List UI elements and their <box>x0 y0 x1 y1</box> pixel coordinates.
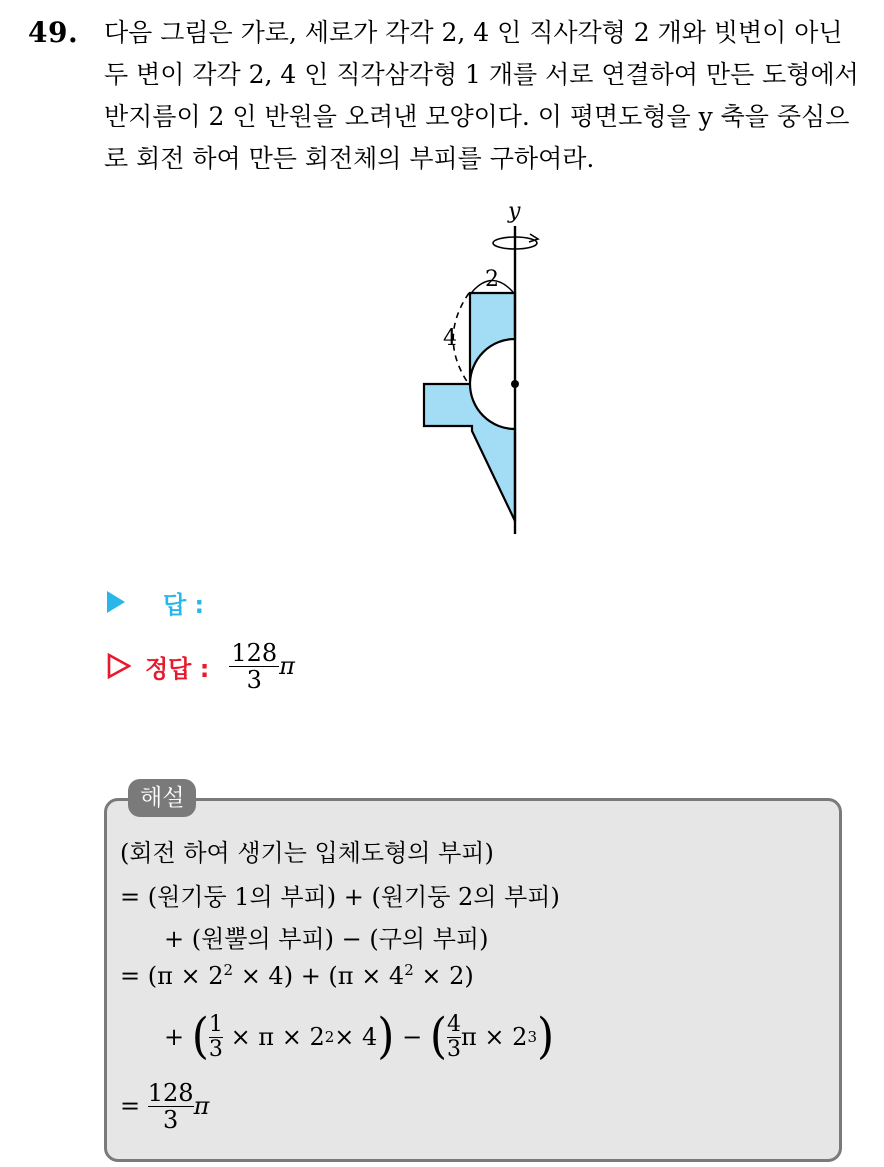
answer-numerator: 128 <box>231 638 278 667</box>
solution-line-4: = $(\pi \times 2^2 \times 4) + (\pi \times 4^2 \times 2)$ <box>120 961 474 990</box>
problem-line-3: 반지름이 2 인 반원을 오려낸 모양이다. 이 평면도형을 y 축을 중심으 <box>104 102 850 131</box>
answer-denominator: 3 <box>246 665 262 694</box>
answer-fraction <box>229 640 279 693</box>
solution-line-1: (회전 하여 생기는 입체도형의 부피) <box>120 839 494 867</box>
answer-label: 답 : <box>163 590 205 619</box>
problem-line-1: 다음 그림은 가로, 세로가 각각 2, 4 인 직사각형 2 개와 빗변이 아닌 <box>104 18 843 47</box>
figure-svg <box>412 196 552 541</box>
axis-label-y: y <box>508 199 521 224</box>
correct-answer-row <box>107 634 295 698</box>
problem-line-2: 두 변이 각각 2, 4 인 직각삼각형 1 개를 서로 연결하여 만든 도형에서 <box>104 60 859 89</box>
rotation-figure <box>412 196 552 541</box>
solution-line-2: = (원기둥 1의 부피) + (원기둥 2의 부피) <box>120 883 560 911</box>
play-icon <box>107 591 125 613</box>
problem-number: 49. <box>28 16 79 49</box>
label-four: 4 <box>443 326 457 351</box>
correct-value <box>229 640 295 693</box>
label-two: 2 <box>485 267 499 292</box>
answer-pi: π <box>279 652 295 680</box>
outline-play-icon <box>107 653 131 679</box>
solution-tag: 해설 <box>128 779 196 817</box>
problem-line-4: 로 회전 하여 만든 회전체의 부피를 구하여라. <box>104 144 595 173</box>
solution-line-5: + ( 1 3 × π × 2 2 × 4 ) − ( 4 3 π × 2 3 ) <box>164 1008 555 1065</box>
solution-line-6: = 128 3 π <box>120 1078 210 1134</box>
answer-row <box>107 582 204 622</box>
center-dot <box>511 380 519 388</box>
correct-label: 정답 : <box>145 654 210 683</box>
shape-fill <box>424 293 515 521</box>
solution-line-3: + (원뿔의 부피) − (구의 부피) <box>164 925 489 953</box>
problem-text <box>104 12 874 180</box>
